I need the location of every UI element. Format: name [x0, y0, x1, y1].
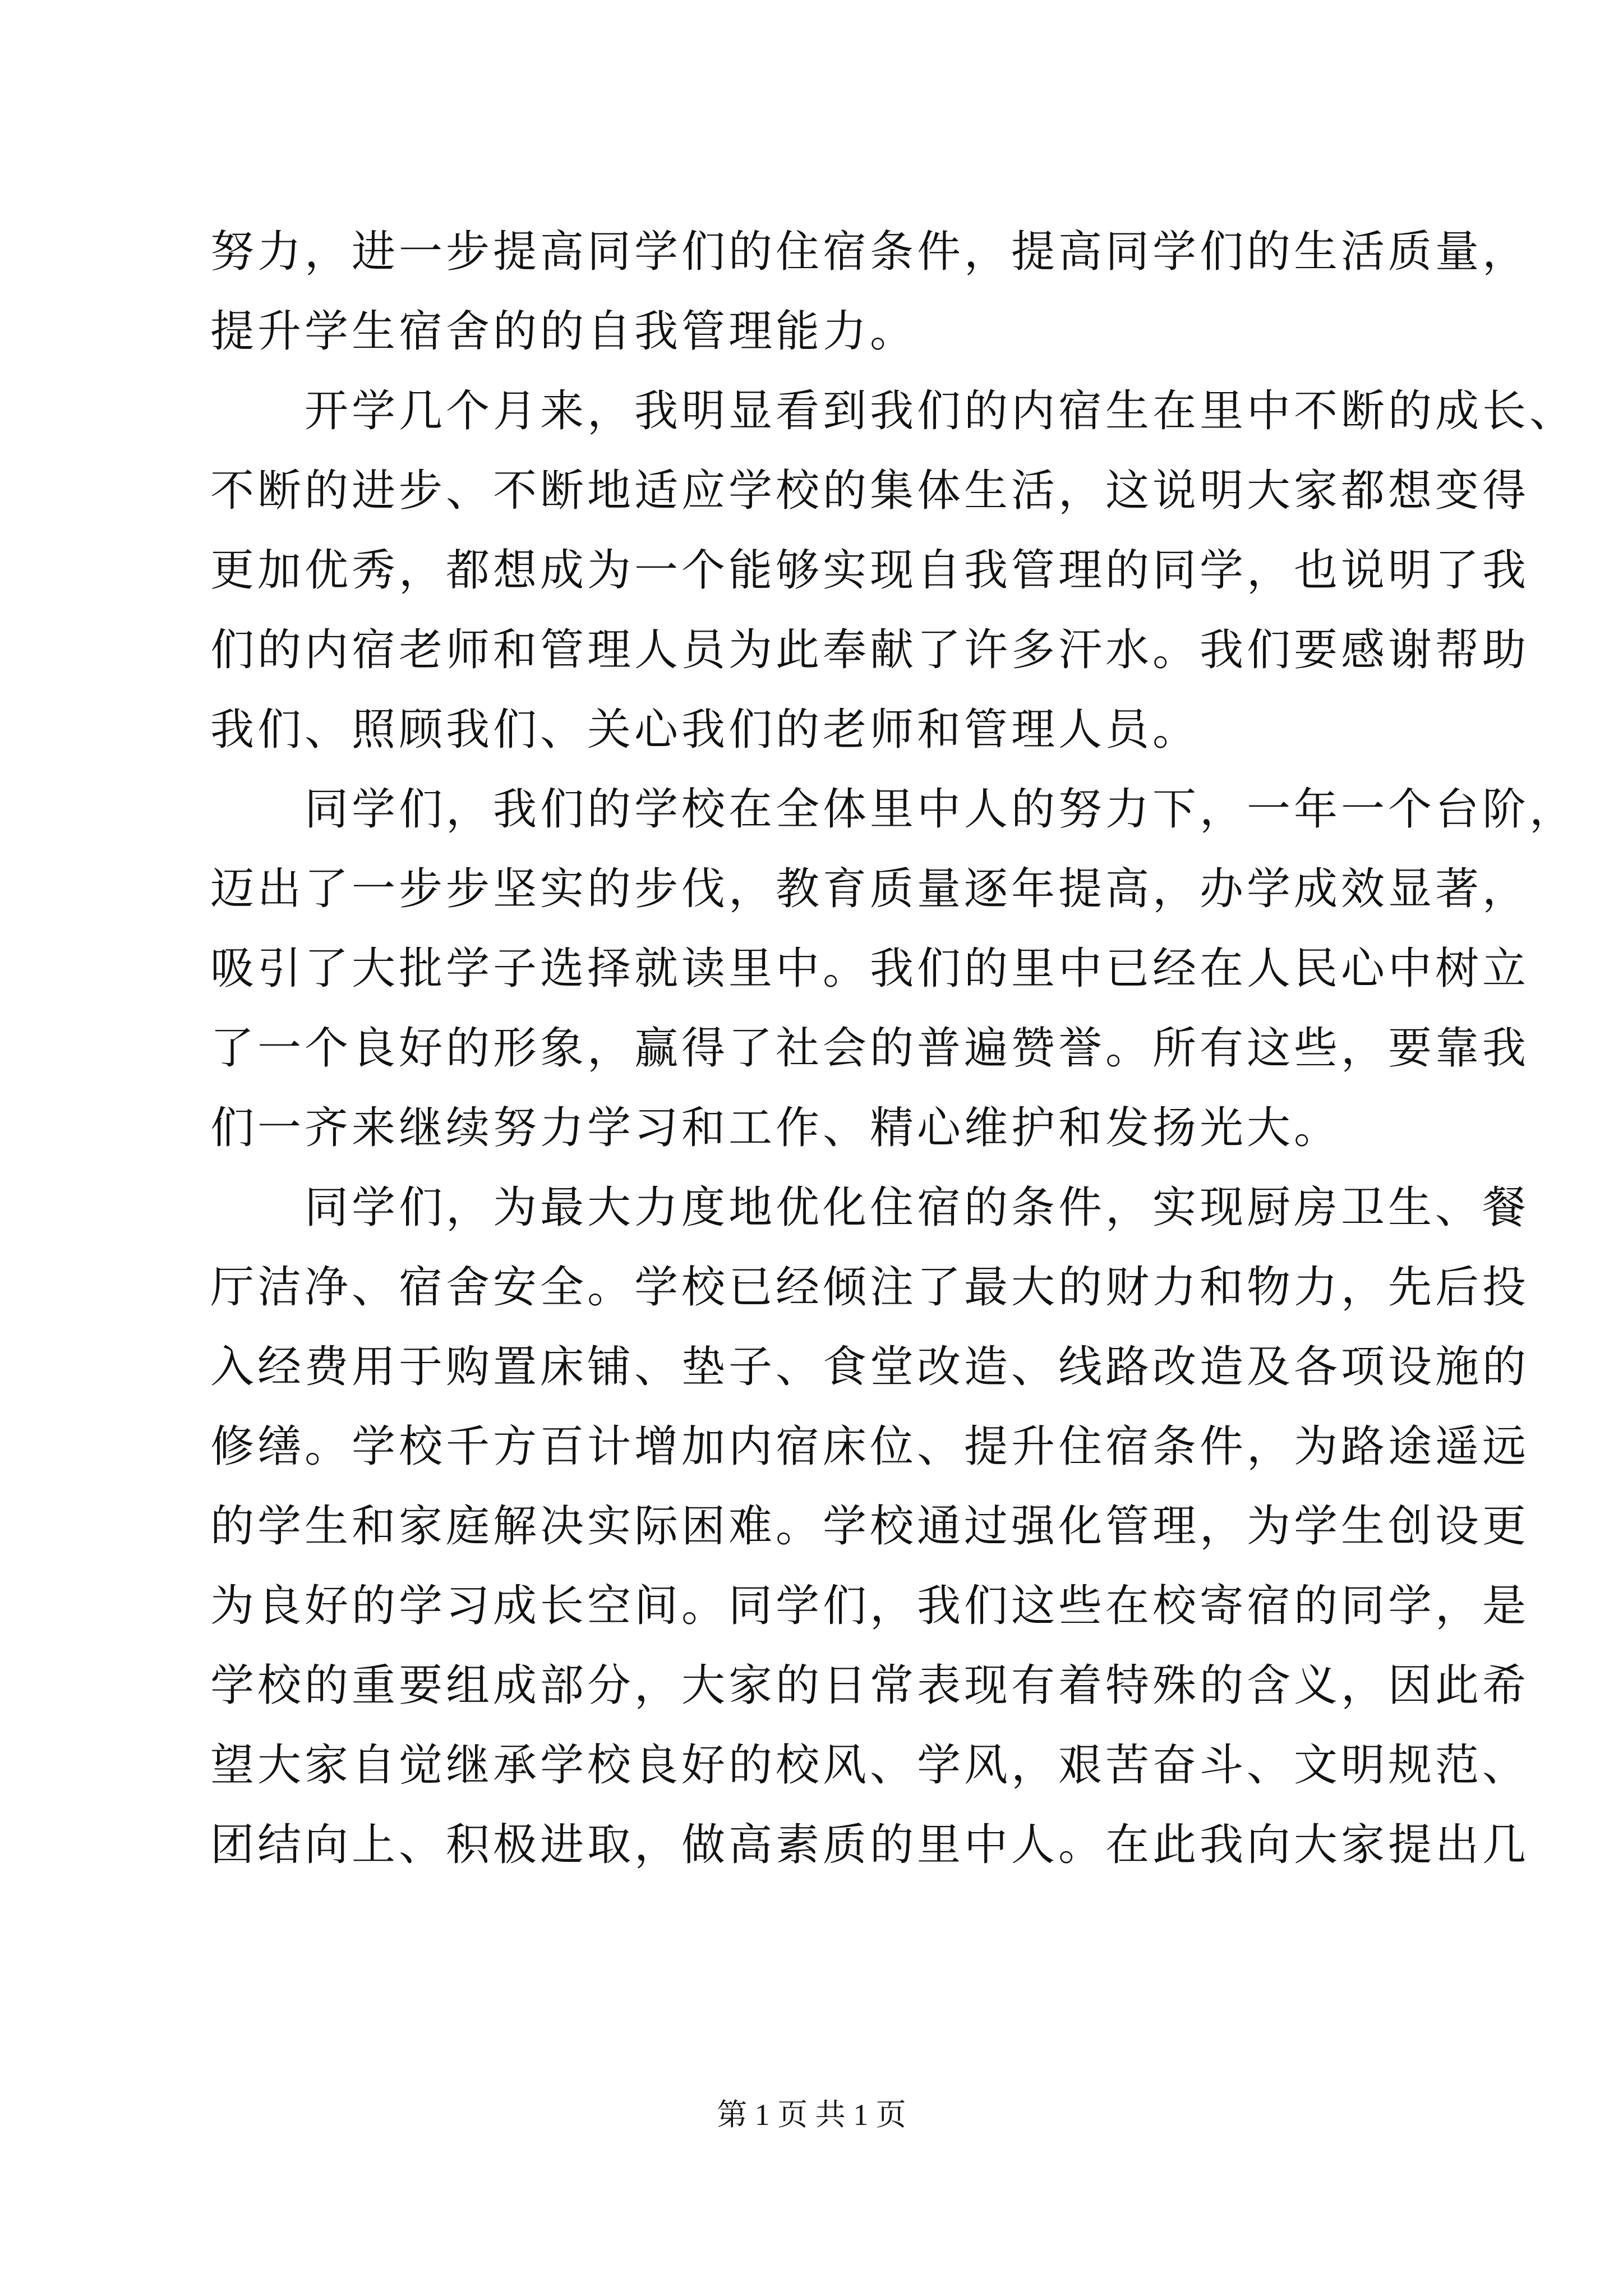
- text-line: 入经费用于购置床铺、垫子、食堂改造、线路改造及各项设施的: [210, 1342, 1530, 1392]
- text-line: 更加优秀，都想成为一个能够实现自我管理的同学，也说明了我: [210, 545, 1530, 596]
- page-number-footer: 第 1 页 共 1 页: [717, 2098, 906, 2132]
- text-line: 吸引了大批学子选择就读里中。我们的里中已经在人民心中树立: [210, 944, 1530, 994]
- body-text: [210, 212, 1577, 1885]
- paragraph-first-line: 开学几个月来，我明显看到我们的内宿生在里中不断的成长、: [305, 386, 1577, 436]
- text-line: 为良好的学习成长空间。同学们，我们这些在校寄宿的同学，是: [210, 1581, 1530, 1631]
- text-line: 不断的进步、不断地适应学校的集体生活，这说明大家都想变得: [210, 466, 1530, 516]
- text-line: 我们、照顾我们、关心我们的老师和管理人员。: [210, 705, 1200, 755]
- text-line: 的学生和家庭解决实际困难。学校通过强化管理，为学生创设更: [210, 1501, 1530, 1552]
- text-line: 团结向上、积极进取，做高素质的里中人。在此我向大家提出几: [210, 1820, 1530, 1870]
- text-line: 望大家自觉继承学校良好的校风、学风，艰苦奋斗、文明规范、: [210, 1740, 1530, 1791]
- paragraph-first-line: 同学们，我们的学校在全体里中人的努力下，一年一个台阶，: [305, 784, 1577, 835]
- text-line: 提升学生宿舍的的自我管理能力。: [210, 306, 917, 357]
- paragraph-first-line: 同学们，为最大力度地优化住宿的条件，实现厨房卫生、餐: [305, 1182, 1530, 1233]
- text-line: 学校的重要组成部分，大家的日常表现有着特殊的含义，因此希: [210, 1660, 1530, 1711]
- text-line: 们一齐来继续努力学习和工作、精心维护和发扬光大。: [210, 1103, 1341, 1153]
- text-line: 们的内宿老师和管理人员为此奉献了许多汗水。我们要感谢帮助: [210, 625, 1530, 675]
- text-line: 厅洁净、宿舍安全。学校已经倾注了最大的财力和物力，先后投: [210, 1262, 1530, 1313]
- text-line: 迈出了一步步坚实的步伐，教育质量逐年提高，办学成效显著，: [210, 864, 1530, 914]
- text-line: 了一个良好的形象，赢得了社会的普遍赞誉。所有这些，要靠我: [210, 1023, 1530, 1074]
- text-line: 努力，进一步提高同学们的住宿条件，提高同学们的生活质量，: [210, 227, 1530, 277]
- text-line: 修缮。学校千方百计增加内宿床位、提升住宿条件，为路途遥远: [210, 1421, 1530, 1472]
